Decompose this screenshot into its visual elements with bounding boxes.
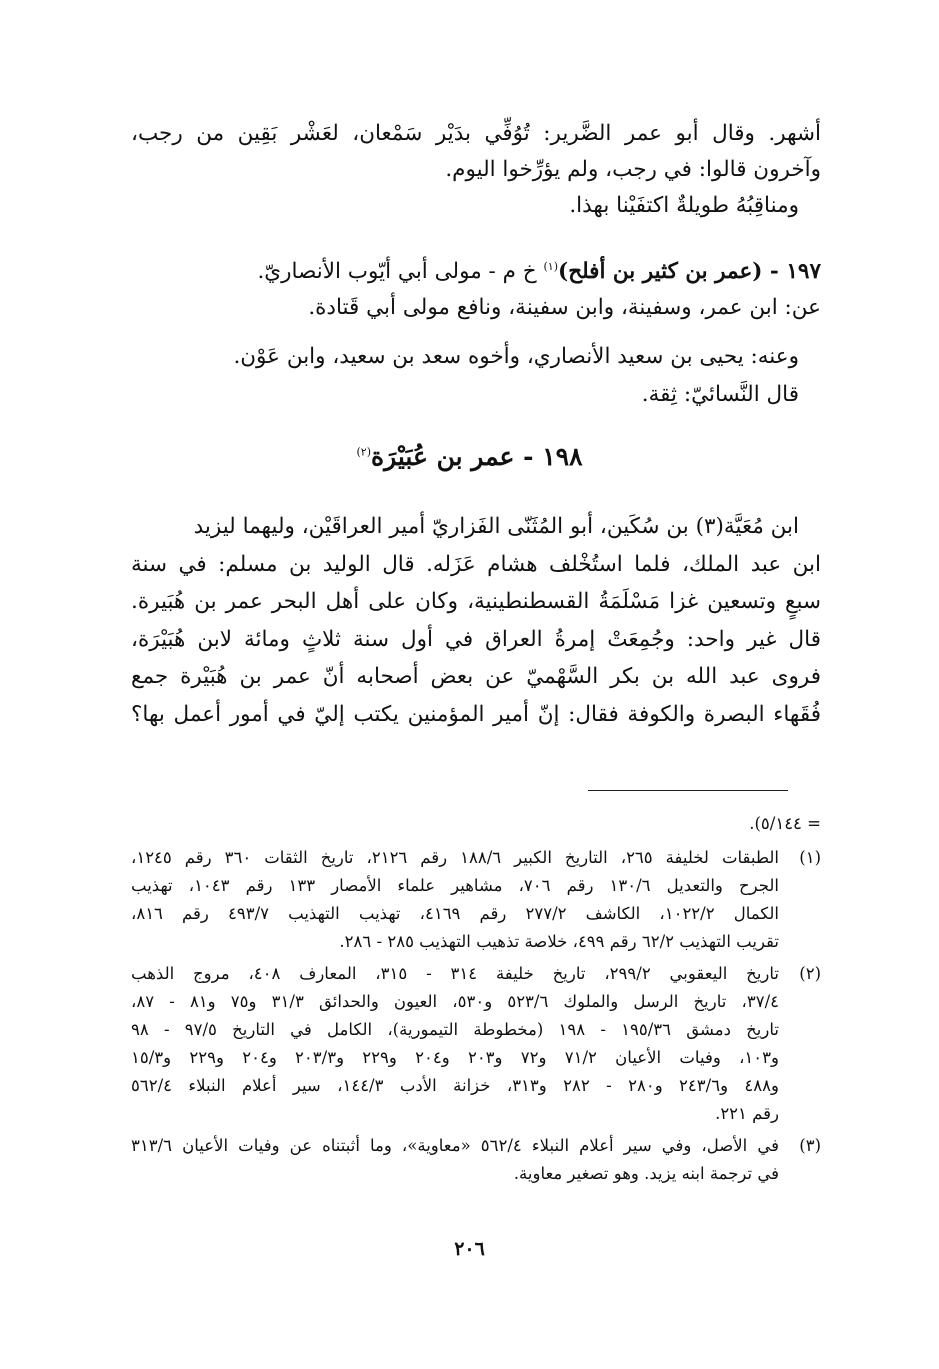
text-line: وآخرون قالوا: في رجب، ولم يؤرِّخوا اليوم.	[445, 157, 821, 182]
footnotes	[131, 810, 821, 1188]
text-line: ابن مُعَيَّة(٣) بن سُكَين، أبو المُثَنّى الفَزاريّ أمير العراقَيْن، وليهما ليزيد	[193, 514, 799, 539]
narrators-from: عن: ابن عمر، وسفينة، وابن سفينة، ونافع مولى أبي قَتادة.	[308, 295, 821, 321]
footnote-line: الكمال ١٠٢٢/٢، الكاشف ٢٧٧/٢ رقم ٤١٦٩، تهذيب التهذيب ٤٩٣/٧ رقم ٨١٦،	[131, 904, 779, 923]
entry-header-rest: خ م - مولى أبي أيّوب الأنصاريّ.	[257, 259, 544, 285]
top-paragraph	[131, 116, 821, 224]
text-line: فروى عبد الله بن بكر السَّهْميّ عن بعض أصحابه أنّ عمر بن هُبَيْرة جمع	[131, 664, 821, 689]
entry-header	[131, 249, 821, 290]
entry-197	[131, 249, 821, 326]
footnote-line: ٣٧/٤، تاريخ الرسل والملوك ٥٢٣/٦ و٥٣٠، العيون والحدائق ٣١/٣ و٧٥ و٨١ - ٨٧،	[131, 992, 779, 1011]
footnote-line: تاريخ اليعقوبي ٢٩٩/٢، تاريخ خليفة ٣١٤ - ٣١٥، المعارف ٤٠٨، مروج الذهب	[131, 964, 779, 983]
text-line: قال غير واحد: وجُمِعَتْ إمرةُ العراق في أول سنة ثلاثٍ ومائة لابن هُبَيْرَة،	[131, 626, 821, 652]
entry-198-body	[131, 508, 821, 733]
footnote-number: (٢)	[799, 964, 821, 983]
entry-name: ١٩٧ - (عمر بن كثير بن أفلح)	[558, 259, 821, 285]
footnote-line: الطبقات لخليفة ٢٦٥، التاريخ الكبير ١٨٨/٦ رقم ٢١٢٦، تاريخ الثقات ٣٦٠ رقم ١٢٤٥،	[131, 848, 779, 867]
footnote-ref: (٢)	[356, 445, 371, 459]
text-line: فُقَهاء البصرة والكوفة فقال: إنّ أمير المؤمنين يكتب إليّ في أمور أعمل بها؟	[131, 701, 821, 727]
footnote-1	[131, 844, 821, 956]
footnote-2	[131, 960, 821, 1128]
footnote-3	[131, 1132, 821, 1188]
footnote-number: (٣)	[799, 1136, 821, 1155]
footnote-line: تاريخ دمشق ١٩٥/٣٦ - ١٩٨ (مخطوطة التيمورية)، الكامل في التاريخ ٩٧/٥ - ٩٨	[131, 1020, 779, 1039]
text-line: ابن عبد الملك، فلما استُخْلف هشام عَزَله. قال الوليد بن مسلم: في سنة	[131, 551, 821, 577]
page-number: ٢٠٦	[454, 1238, 485, 1260]
text-line: سبعٍ وتسعين غزا مَسْلَمَةُ القسطنطينية، وكان على أهل البحر عمر بن هُبَيرة.	[131, 589, 821, 614]
footnote-line: الجرح والتعديل ١٣٠/٦ رقم ٧٠٦، مشاهير علماء الأمصار ١٣٣ رقم ١٠٤٣، تهذيب	[131, 876, 779, 895]
narrators-to: وعنه: يحيى بن سعيد الأنصاري، وأخوه سعد بن سعيد، وابن عَوْن.	[233, 344, 799, 369]
footnote-line: تقريب التهذيب ٦٢/٢ رقم ٤٩٩، خلاصة تذهيب التهذيب ٢٨٥ - ٢٨٦.	[339, 932, 779, 951]
footnote-line: في ترجمة ابنه يزيد. وهو تصغير معاوية.	[513, 1164, 779, 1183]
footnote-continuation: = ٥/١٤٤).	[749, 814, 821, 833]
footnote-line: و٤٨٨ و٢٤٣/٦ و٢٨٠ - ٢٨٢ و٣١٣، خزانة الأدب ١٤٤/٣، سير أعلام النبلاء ٥٦٢/٤	[131, 1076, 779, 1095]
footnote-ref: (١)	[543, 260, 559, 273]
footnote-line: في الأصل، وفي سير أعلام النبلاء ٥٦٢/٤ «معاوية»، وما أثبتناه عن وفيات الأعيان ٣١٣/٦	[131, 1136, 779, 1155]
text-line: ومناقِبُهُ طويلةٌ اكتفَيْنا بهذا.	[569, 193, 799, 218]
grading-line: قال النَّسائيّ: ثِقة.	[641, 382, 799, 407]
entry-197-continued	[131, 338, 821, 414]
footnote-line: و١٠٣، وفيات الأعيان ٧١/٢ و٧٢ و٢٠٣ و٢٠٤ و٢٢٩ و٢٠٣/٣ و٢٠٤ و٢٢٩ و١٥/٣	[131, 1048, 779, 1067]
footnote-line: رقم ٢٢١.	[715, 1104, 779, 1123]
text-line: أشهر. وقال أبو عمر الضَّرير: تُوُفِّي بدَيْر سَمْعان، لعَشْر بَقِين من رجب،	[131, 121, 821, 146]
footnote-separator	[588, 790, 788, 791]
footnote-number: (١)	[799, 848, 821, 867]
entry-198-title	[0, 442, 939, 471]
entry-title-text: ١٩٨ - عمر بن عُبَيْرَة	[370, 442, 583, 471]
